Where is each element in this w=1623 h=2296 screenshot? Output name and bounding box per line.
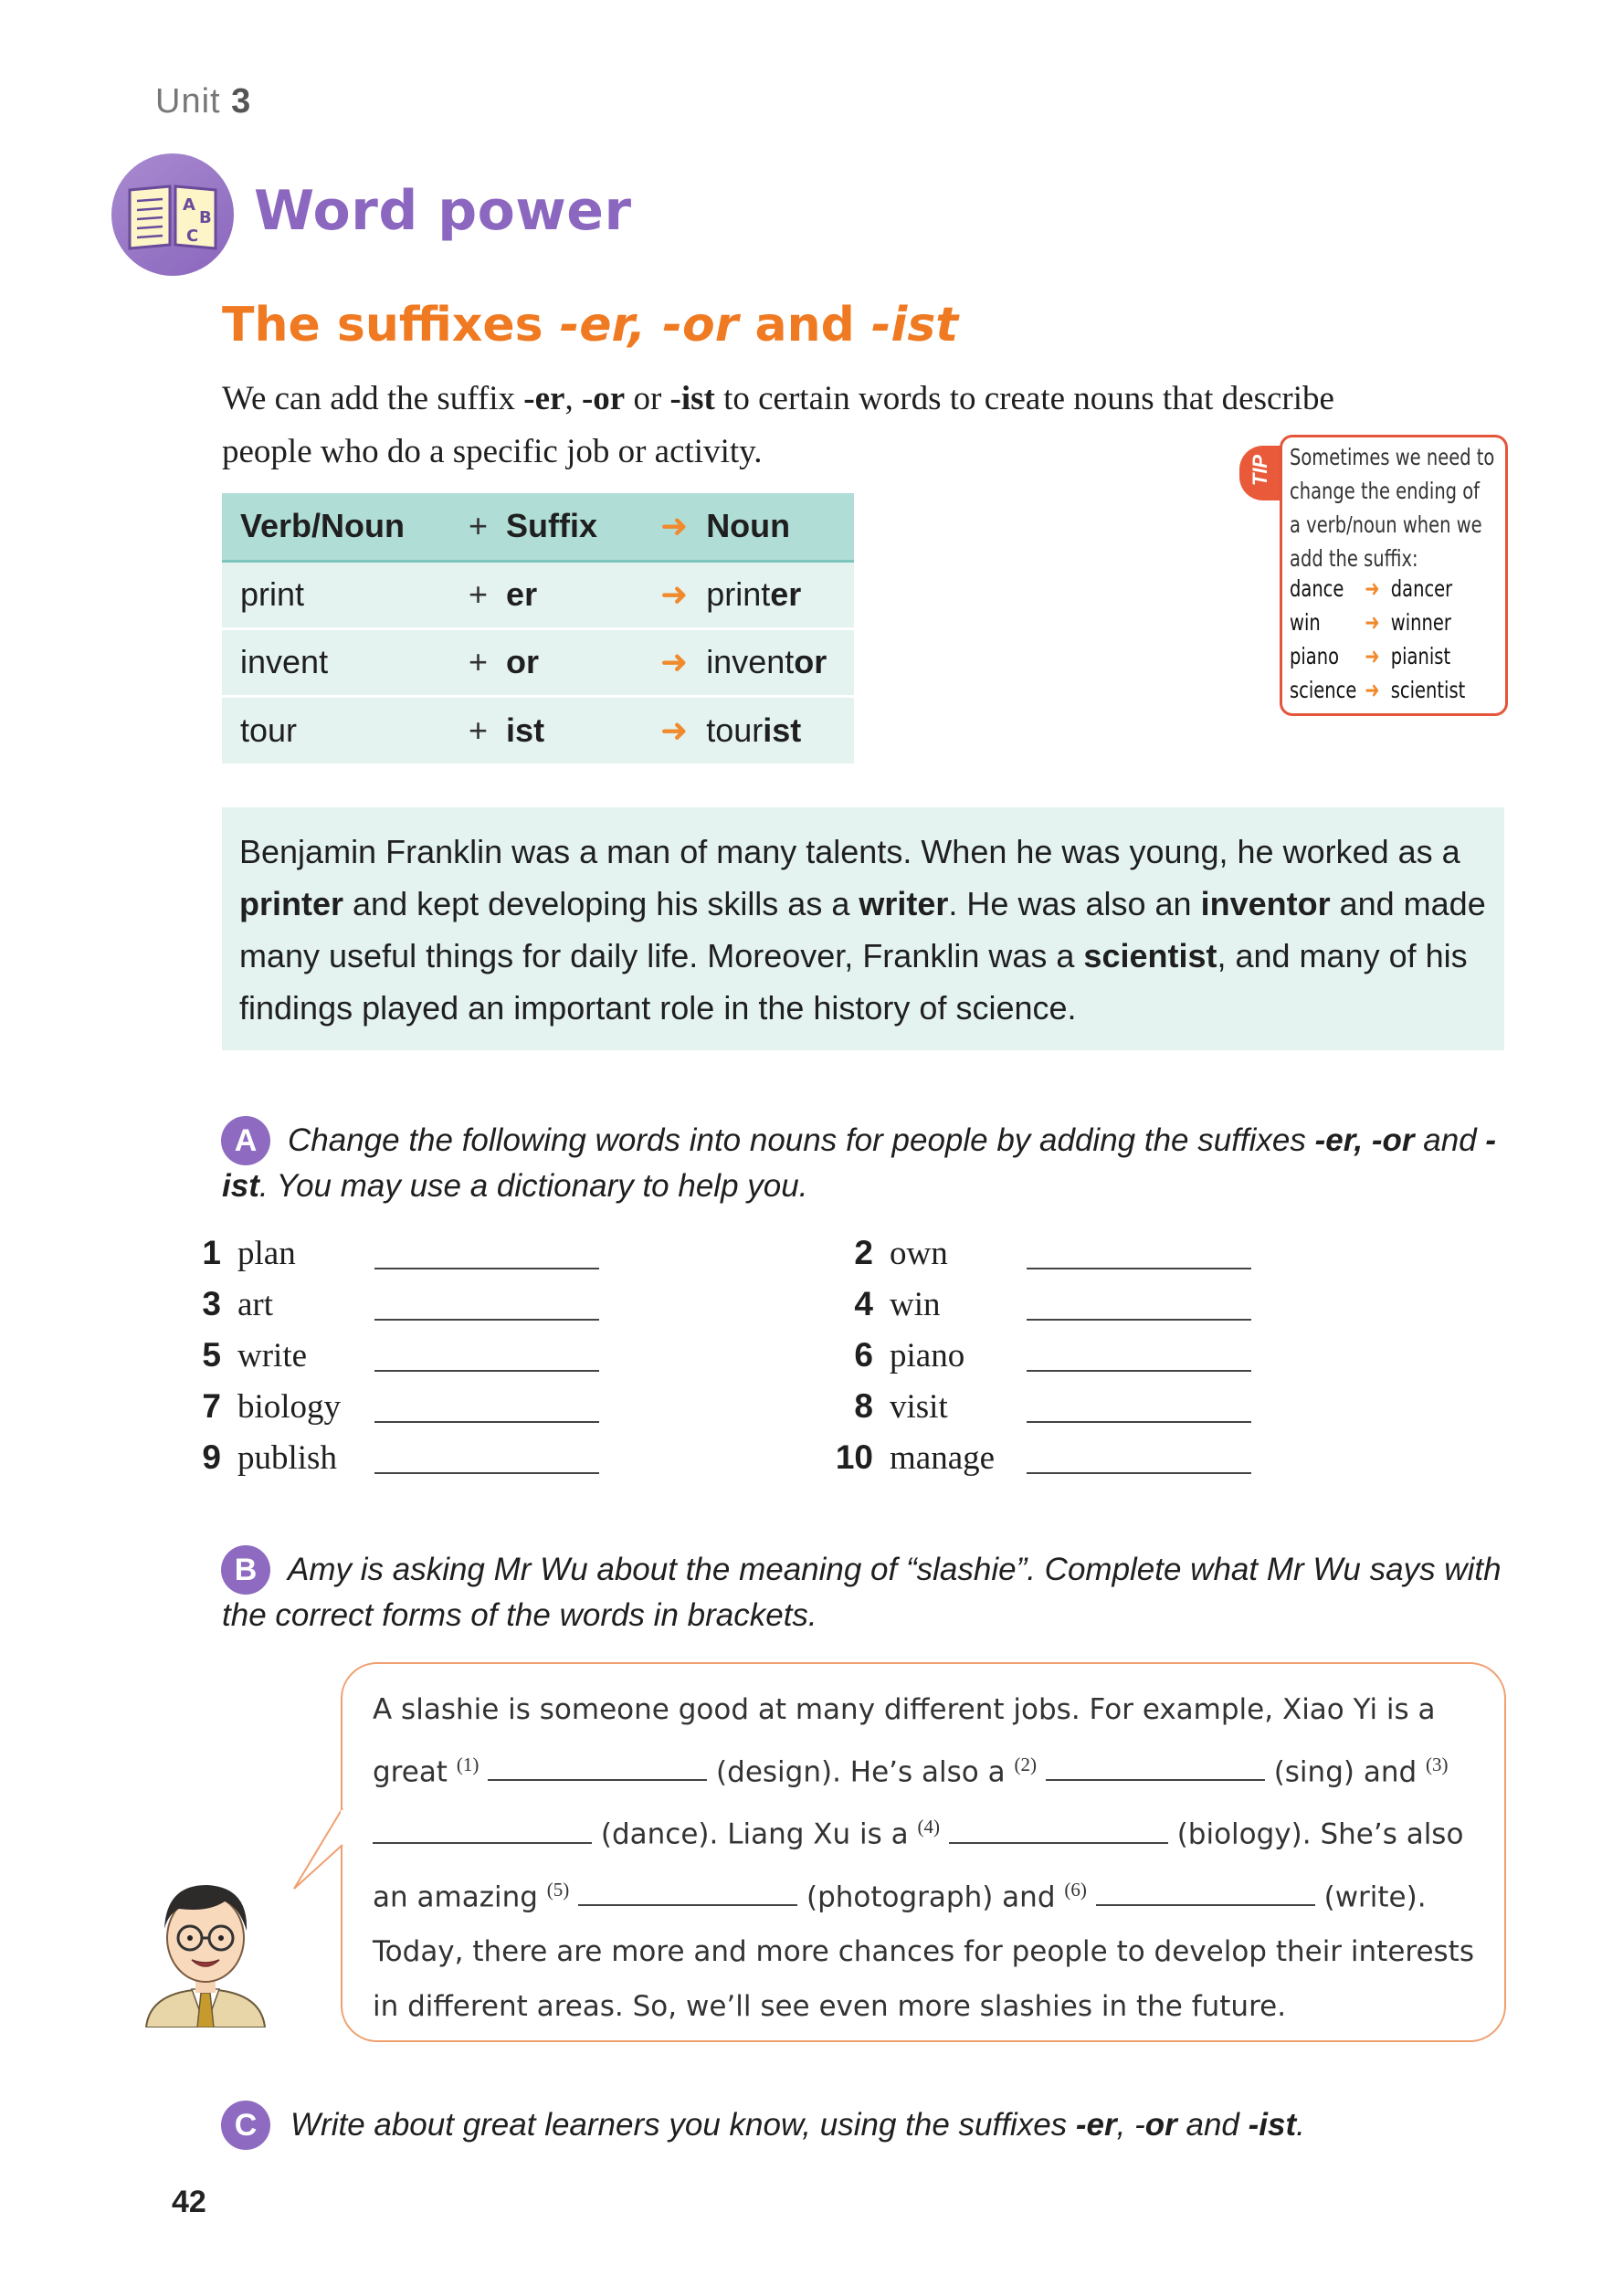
arrow-icon: ➜ [660, 507, 689, 545]
tip-pair [1290, 643, 1450, 669]
instruction-text: and [1186, 2107, 1239, 2143]
item-word: plan [237, 1235, 296, 1272]
tip-label: TIP [1249, 454, 1272, 487]
heading-suffix-ist: -ist [870, 298, 959, 353]
item-word: manage [890, 1439, 996, 1477]
answer-blank[interactable] [488, 1752, 707, 1781]
answer-blank[interactable] [949, 1815, 1168, 1844]
row-noun-stem: print [706, 575, 771, 613]
exercise-item [831, 1227, 1251, 1279]
open-book-icon [111, 153, 234, 276]
blank-number: (3) [1426, 1754, 1449, 1775]
example-text: , and many of his findings played an important role in the history of science. [239, 937, 1468, 1027]
example-text: Benjamin Franklin was a man of many talents. When he was young, he worked as a [239, 833, 1460, 870]
answer-blank[interactable] [373, 1815, 592, 1844]
blank-number: (5) [546, 1878, 570, 1901]
item-word: art [237, 1286, 274, 1323]
unit-label [155, 82, 251, 121]
bubble-text-part: (design). He’s also a [716, 1755, 1006, 1789]
header-suffix-label: Suffix [506, 507, 598, 545]
intro-text-2: to certain words to create nouns that describe people who do a specific job or activity. [222, 380, 1334, 470]
tip-line: a verb/noun when we [1290, 511, 1482, 538]
tip-to: scientist [1390, 677, 1466, 703]
item-word: publish [237, 1439, 337, 1477]
bubble-text-part: (write). Today, there are more and more chances for people to develop their interests in different areas. So, we’ll see even more slashies in the future. [373, 1880, 1474, 2023]
heading-and: and [754, 298, 855, 353]
exercise-b-instruction: Amy is asking Mr Wu about the meaning of “slashie”. Complete what Mr Wu says with the correct forms of the words in brackets. [222, 1552, 1502, 1633]
badge-letter-c: C [186, 226, 199, 246]
arrow-icon: ➜ [1365, 609, 1380, 636]
table-row [222, 628, 854, 696]
item-word: piano [890, 1337, 965, 1374]
instruction-suffix: -er, -or [1314, 1122, 1415, 1158]
exercise-a-list-right [831, 1227, 1251, 1483]
section-title: Word power [254, 179, 632, 243]
item-number: 7 [202, 1387, 221, 1425]
arrow-icon: ➜ [660, 643, 689, 680]
row-plus: + [469, 711, 489, 749]
bubble-text-part: (biology). She’s also an amazing [373, 1817, 1464, 1913]
blank-number: (1) [456, 1754, 480, 1775]
bubble-text-part: (photograph) and [806, 1880, 1056, 1913]
exercise-item [179, 1432, 599, 1483]
example-keyword: scientist [1083, 937, 1217, 974]
header-plus: + [469, 507, 489, 545]
exercise-item [831, 1279, 1251, 1330]
instruction-suffix: -ist [222, 1122, 1497, 1204]
row-noun [642, 628, 854, 696]
intro-or: or [633, 380, 662, 417]
item-word: visit [890, 1388, 948, 1426]
tip-to: pianist [1390, 643, 1451, 669]
item-number: 4 [854, 1285, 873, 1322]
blank-number: (4) [917, 1816, 940, 1838]
exercise-a-list-left [179, 1227, 599, 1483]
tip-pair [1290, 575, 1452, 602]
item-number: 5 [202, 1336, 221, 1374]
answer-blank[interactable] [578, 1877, 797, 1906]
arrow-icon: ➜ [660, 575, 689, 613]
bubble-text [373, 1682, 1487, 2034]
tip-pair [1290, 609, 1451, 636]
arrow-icon: ➜ [1365, 643, 1380, 669]
row-suffix-text: ist [506, 711, 545, 749]
answer-blank[interactable] [1096, 1877, 1315, 1906]
instruction-text: . [1296, 2107, 1305, 2143]
row-noun-ending: or [794, 643, 827, 680]
example-text: . He was also an [948, 885, 1192, 922]
heading-suffix-er: -er, [559, 298, 647, 353]
example-keyword: printer [239, 885, 344, 922]
item-word: biology [237, 1388, 342, 1426]
tip-from: piano [1290, 643, 1340, 669]
example-text: and kept developing his skills as a [353, 885, 850, 922]
col-verb-noun: Verb/Noun [222, 493, 450, 561]
item-number: 9 [202, 1438, 221, 1476]
badge-letter-a: A [183, 195, 195, 215]
item-number: 2 [854, 1234, 873, 1271]
example-paragraph [239, 826, 1500, 1034]
exercise-c-instruction [290, 2102, 1505, 2148]
instruction-suffix: -er [1075, 2107, 1117, 2143]
exercise-a-instruction [222, 1118, 1510, 1209]
exercise-item [179, 1279, 599, 1330]
tip-line: Sometimes we need to [1290, 444, 1495, 470]
intro-suffix-or: -or [581, 380, 626, 417]
item-number: 6 [854, 1336, 873, 1374]
row-base: tour [222, 696, 450, 764]
answer-blank[interactable] [1027, 1227, 1251, 1269]
answer-blank[interactable] [1027, 1432, 1251, 1474]
bubble-text-part: (dance). Liang Xu is a [600, 1817, 909, 1851]
exercise-item [831, 1432, 1251, 1483]
instruction-text: , - [1116, 2107, 1145, 2143]
unit-number: 3 [231, 82, 252, 121]
page-number: 42 [172, 2185, 206, 2219]
row-suffix-text: er [506, 575, 538, 613]
answer-blank[interactable] [374, 1381, 599, 1423]
table-row [222, 696, 854, 764]
instruction-text: . You may use a dictionary to help you. [258, 1168, 808, 1204]
row-base: print [222, 561, 450, 628]
exercise-item [179, 1330, 599, 1381]
intro-suffix-er: -er [523, 380, 565, 417]
col-noun [642, 493, 854, 561]
lesson-heading [222, 298, 958, 353]
answer-blank[interactable] [374, 1227, 599, 1269]
intro-paragraph [222, 373, 1400, 479]
book-icon [111, 153, 234, 276]
exercise-item [831, 1330, 1251, 1381]
bubble-text-part: A slashie is someone good at many different jobs. For example, Xiao Yi is a great [373, 1693, 1436, 1789]
row-noun [642, 561, 854, 628]
blank-number: (2) [1014, 1754, 1037, 1775]
exercise-item [179, 1381, 599, 1432]
exercise-item [831, 1381, 1251, 1432]
instruction-text: and [1423, 1122, 1477, 1158]
tip-from: win [1290, 609, 1321, 636]
row-suffix [450, 628, 642, 696]
item-number: 1 [202, 1234, 221, 1271]
row-noun [642, 696, 854, 764]
row-noun-stem: invent [706, 643, 795, 680]
answer-blank[interactable] [374, 1279, 599, 1321]
tip-to: winner [1390, 609, 1451, 636]
table-header-row [222, 493, 854, 561]
example-text: and made many useful things for daily life. Moreover, Franklin was a [239, 885, 1486, 974]
row-noun-ending: er [770, 575, 802, 613]
item-word: write [237, 1337, 308, 1374]
answer-blank[interactable] [374, 1432, 599, 1474]
exercise-b-badge: B [221, 1545, 270, 1595]
answer-blank[interactable] [1027, 1330, 1251, 1372]
heading-lead: The suffixes [222, 298, 543, 353]
item-number: 10 [835, 1438, 873, 1476]
header-noun-label: Noun [706, 507, 791, 545]
item-number: 8 [854, 1387, 873, 1425]
tip-text [1290, 440, 1495, 575]
row-noun-stem: tour [706, 711, 764, 749]
item-word: own [890, 1235, 948, 1272]
tip-from: dance [1290, 575, 1344, 602]
row-noun-ending: ist [763, 711, 802, 749]
row-base: invent [222, 628, 450, 696]
instruction-suffix: -ist [1248, 2107, 1297, 2143]
suffix-table [222, 493, 854, 764]
exercise-item [179, 1227, 599, 1279]
exercise-c-badge: C [221, 2101, 270, 2150]
instruction-text: Write about great learners you know, using the suffixes [290, 2107, 1068, 2143]
intro-comma: , [564, 380, 574, 417]
tip-pair [1290, 677, 1465, 703]
tip-line: change the ending of [1290, 478, 1481, 504]
item-number: 3 [202, 1285, 221, 1322]
blank-number: (6) [1064, 1878, 1087, 1901]
intro-text-1: We can add the suffix [222, 380, 516, 417]
tip-to: dancer [1390, 575, 1453, 602]
arrow-icon: ➜ [1365, 575, 1380, 602]
tip-from: science [1290, 677, 1357, 703]
heading-suffix-or: -or [662, 298, 739, 353]
example-keyword: inventor [1200, 885, 1331, 922]
answer-blank[interactable] [374, 1330, 599, 1372]
example-keyword: writer [859, 885, 949, 922]
instruction-text: Change the following words into nouns for people by adding the suffixes [288, 1122, 1306, 1158]
instruction-suffix: or [1144, 2107, 1177, 2143]
answer-blank[interactable] [1027, 1279, 1251, 1321]
answer-blank[interactable] [1046, 1752, 1265, 1781]
col-suffix [450, 493, 642, 561]
row-plus: + [469, 575, 489, 613]
row-suffix-text: or [506, 643, 540, 680]
mr-wu-illustration [137, 1854, 274, 2027]
item-word: win [890, 1286, 941, 1323]
answer-blank[interactable] [1027, 1381, 1251, 1423]
bubble-text-part: (sing) and [1273, 1755, 1417, 1789]
intro-suffix-ist: -ist [669, 380, 715, 417]
row-plus: + [469, 643, 489, 680]
unit-prefix: Unit [155, 82, 221, 121]
arrow-icon: ➜ [660, 711, 689, 749]
row-suffix [450, 561, 642, 628]
row-suffix [450, 696, 642, 764]
arrow-icon: ➜ [1365, 677, 1380, 703]
exercise-a-badge: A [221, 1116, 270, 1165]
table-row [222, 561, 854, 628]
speech-bubble-tail [290, 1790, 345, 1900]
tip-line: add the suffix: [1290, 545, 1418, 572]
badge-letter-b: B [199, 208, 212, 227]
